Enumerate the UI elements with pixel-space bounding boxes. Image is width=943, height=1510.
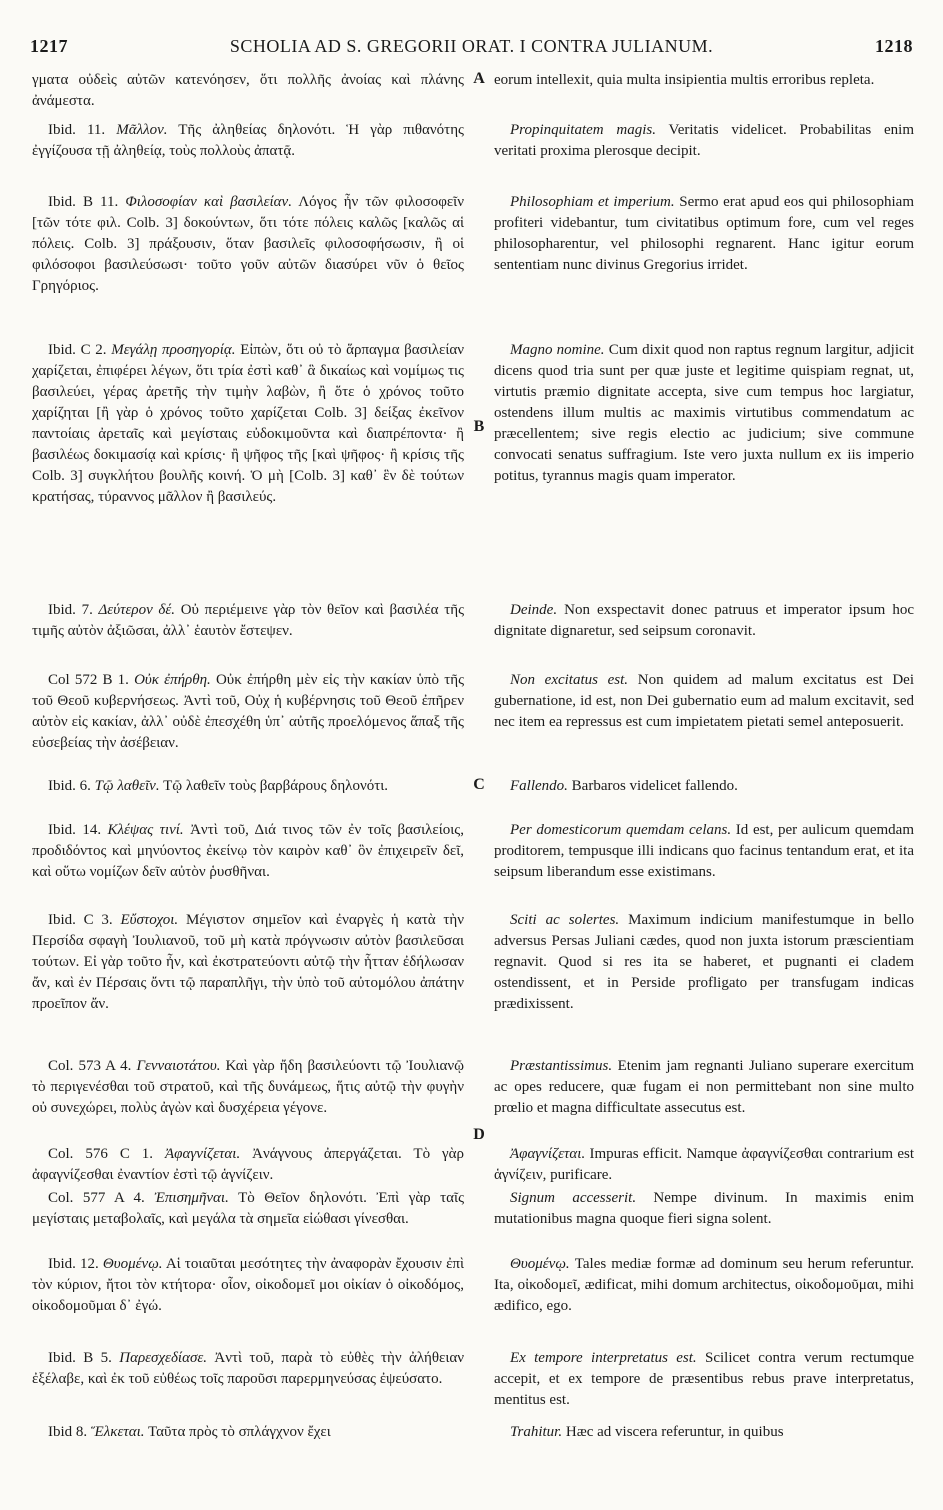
latin-entry: Fallendo. Barbaros videlicet fallendo. (510, 778, 738, 794)
greek-entry: Ibid. 11. Μᾶλλον. Τῆς ἀληθείας δηλονότι. Ἡ γὰρ πιθανότης ἐγγίζουσα τῇ ἀληθείᾳ, τοὺς πολλοὺς ἀπατᾷ. (32, 122, 464, 159)
greek-entry: Ibid. 12. Θυομένῳ. Αἱ τοιαῦται μεσότητες τὴν ἀναφορὰν ἔχουσιν ἐπὶ τὸν κύριον, ἤτοι τὸν κτήτορα· οἷον, οἰκοδομεῖ μοι οἰκίαν ὁ οἰκοδόμος, οἰκοδομοῦμαι δ᾽ ἐγώ. (32, 1256, 464, 1314)
latin-entry: Magno nomine. Cum dixit quod non raptus regnum largitur, adjicit dicens quod tria sunt per quæ juste et legitime quispiam regnat, ut, virtutis præmio dignitate accepta, sive cum tempus hoc largiatur, ostendens illum multis ac maximis virtutibus commendatum ac præcellentem; sive regis electio ac judicium; sive commune convocati senatus suffragium. Iste vero juxta nullum ex iis imperio potitus, tyrannus magis quam imperator. (494, 342, 914, 484)
greek-entry: Col. 576 C 1. Ἀφαγνίζεται. Ἀνάγνους ἀπεργάζεται. Τὸ γὰρ ἀφαγνίζεσθαι ἐναντίον ἐστὶ τῷ ἁγνίζειν. (32, 1146, 464, 1183)
greek-entry: Col. 573 A 4. Γενναιοτάτου. Καὶ γὰρ ἤδη βασιλεύοντι τῷ Ἰουλιανῷ τὸ περιγενέσθαι τοῦ στρατοῦ, καὶ τῆς δυνάμεως, ἥτις αὐτῷ τὴν φυγὴν οὐ συνεχώρει, πολὺς ἀγὼν καὶ δυσχέρεια γέγονε. (32, 1058, 464, 1116)
margin-letter-c: C (473, 776, 485, 793)
greek-entry: Ibid. 14. Κλέψας τινί. Ἀντὶ τοῦ, Διά τινος τῶν ἐν τοῖς βασιλείοις, προδιδόντος καὶ μηνύοντος ἐκείνῳ τὸν καιρὸν καθ᾽ ὃν ἐπιχειρεῖν δεῖ, καὶ οὕτω νομίζων δεῖν αὐτὸν ῥυσθῆναι. (32, 822, 464, 880)
page-number-left: 1217 (30, 36, 68, 56)
margin-letter-b: B (473, 418, 485, 435)
greek-entry: Col 572 B 1. Οὐκ ἐπήρθη. Οὐκ ἐπήρθη μὲν εἰς τὴν κακίαν ὑπὸ τῆς τοῦ Θεοῦ κυβερνήσεως. Ἀντὶ τοῦ, Οὐχ ἡ κυβέρνησις τοῦ Θεοῦ ἐπῆρεν αὐτὸν εἰς κακίαν, ἀλλ᾽ οὐδὲ ἐπεσχέθη ὑπ᾽ αὐτῆς προελόμενος ἅπαξ τῆς εὐσεβείας τὴν ἀσέβειαν. (32, 672, 464, 751)
greek-entry: Ibid. C 3. Εὔστοχοι. Μέγιστον σημεῖον καὶ ἐναργὲς ἡ κατὰ τὴν Περσίδα σφαγὴ Ἰουλιανοῦ, τοῦ μὴ κατὰ πρόγνωσιν αὐτὸν βασιλεῦσαι τούτων. Εἰ γὰρ τοῦτο ἦν, καὶ ἐκστρατεύοντι αὐτῷ τὴν ἧτταν ἐδήλωσαν ἄν, καὶ ἐν Πέρσαις ὄντι τῷ παραπλῆγι, τὴν ὑπὸ τοῦ αὐτομόλου ἀπάτην προεῖπον ἄν. (32, 912, 464, 1012)
latin-entry: Philosophiam et imperium. Sermo erat apud eos qui philosophiam profiteri videbantur, tum civitatibus optimum fore, cum vel reges philosopharentur, vel philosophi regnarent. Hanc igitur eorum sententiam nunc divinus Gregorius irridet. (494, 194, 914, 273)
latin-entry: Sciti ac solertes. Maximum indicium manifestumque in bello adversus Persas Juliani cædes, quod non juxta istorum præscientiam regnavit. Quod si res ita se haberet, et pugnanti ei cladem ostendissent, et in Perside profligato per transfugam indicas prædixissent. (494, 912, 914, 1012)
greek-entry: Ibid. B 5. Παρεσχεδίασε. Ἀντὶ τοῦ, παρὰ τὸ εὐθὲς τὴν ἀλήθειαν ἐξέλαβε, καὶ ἐκ τοῦ εὐθέως τοῖς παροῦσι παρερμηνεύσας ἐψεύσατο. (32, 1350, 464, 1387)
latin-entry: Deinde. Non exspectavit donec patruus et imperator ipsum hoc dignitate dignaretur, sed seipsum coronavit. (494, 602, 914, 639)
latin-entry: Trahitur. Hæc ad viscera referuntur, in quibus (510, 1424, 784, 1440)
latin-entry: Ἀφαγνίζεται. Impuras efficit. Namque ἀφαγνίζεσθαι contrarium est ἁγνίζειν, purificare. (494, 1146, 914, 1183)
greek-entry: Col. 577 A 4. Ἐπισημῆναι. Τὸ Θεῖον δηλονότι. Ἐπὶ γὰρ ταῖς μεγίσταις μεταβολαῖς, καὶ μεγάλα τὰ σημεῖα εἰώθασι γίνεσθαι. (32, 1190, 464, 1227)
latin-entry: Propinquitatem magis. Veritatis videlicet. Probabilitas enim veritati proxima plerosque decipit. (494, 122, 914, 159)
greek-entry: Ibid. 7. Δεύτερον δέ. Οὐ περιέμεινε γὰρ τὸν θεῖον καὶ βασιλέα τῆς τιμῆς αὐτὸν ἀξιῶσαι, ἀλλ᾽ ἑαυτὸν ἔστεψεν. (32, 602, 464, 639)
greek-entry: Ibid. 6. Τῷ λαθεῖν. Τῷ λαθεῖν τοὺς βαρβάρους δηλονότι. (48, 778, 389, 794)
latin-entry: Θυομένῳ. Tales mediæ formæ ad dominum seu herum referuntur. Ita, οἰκοδομεῖ, ædificat, mihi domum architectus, οἰκοδομοῦμαι, mihi ædifico, ego. (494, 1256, 914, 1314)
margin-letter-a: A (473, 70, 485, 87)
margin-letter-d: D (473, 1126, 485, 1143)
latin-entry: eorum intellexit, quia multa insipientia multis erroribus repleta. (494, 72, 875, 88)
page-header (30, 36, 913, 62)
page-number-right: 1218 (875, 36, 913, 56)
latin-column (494, 70, 914, 1510)
greek-entry: Ibid. C 2. Μεγάλῃ προσηγορίᾳ. Εἰπὼν, ὅτι οὐ τὸ ἅρπαγμα βασιλείαν χαρίζεται, ἐπιφέρει λέγων, ὅτι τρία ἐστὶ καθ᾽ ἃ δικαίως καὶ νομίμως τις βασιλεύει, γέρας ἀρετῆς τὴν τιμὴν λαβὼν, ἢ ὅτε ὁ χρόνος τοῦτο χαρίζηται [ἢ γὰρ ὁ χρόνος τοῦτο χαρίζεται Colb. 3] δείξας ἐκεῖνον παντοίαις ἀρεταῖς καὶ μεγίσταις εὐδοκιμοῦντα καὶ διαπρέποντα· ἢ βασιλέως δοκιμασίᾳ καὶ κρίσις· ἢ ψῆφος τῆς [καὶ ψῆφος· ἢ κρίσις τῆς Colb. 3] συγκλήτου βουλῆς κοινή. Ὁ μὴ [Colb. 3] καθ᾽ ἓν δὲ τούτων κρατήσας, τύραννος μᾶλλον ἢ βασιλεύς. (32, 342, 464, 505)
latin-entry: Per domesticorum quemdam celans. Id est, per aulicum quemdam proditorem, tempusque illi indicans quo facinus tentandum erat, et ita seipsum liberandum esse existimans. (494, 822, 914, 880)
latin-entry: Non excitatus est. Non quidem ad malum excitatus est Dei gubernatione, id est, non Dei gubernatio eum ad malum excitavit, sed nec item ea repressus est cum impietatem pietati semel anteposuerit. (494, 672, 914, 730)
greek-column (32, 70, 464, 1510)
greek-entry: γματα οὐδεὶς αὐτῶν κατενόησεν, ὅτι πολλῆς ἀνοίας καὶ πλάνης ἀνάμεστα. (32, 72, 464, 109)
latin-entry: Ex tempore interpretatus est. Scilicet contra verum rectumque accepit, et ex tempore de præsentibus rebus prave interpretatus, mentitus est. (494, 1350, 914, 1408)
running-title: SCHOLIA AD S. GREGORII ORAT. I CONTRA JULIANUM. (229, 36, 714, 56)
greek-entry: Ibid 8. Ἕλκεται. Ταῦτα πρὸς τὸ σπλάγχνον ἔχει (48, 1424, 331, 1440)
latin-entry: Signum accesserit. Nempe divinum. In maximis enim mutationibus magna quoque fieri signa solent. (494, 1190, 914, 1227)
greek-entry: Ibid. B 11. Φιλοσοφίαν καὶ βασιλείαν. Λόγος ἦν τῶν φιλοσοφεῖν [τῶν τότε φιλ. Colb. 3] δοκούντων, ὅτι τότε πόλεις καλῶς [καλῶς αἱ πόλεις. Colb. 3] πράξουσιν, ὅταν βασιλεῖς φιλοσοφήσωσιν, ἢ οἱ φιλόσοφοι βασιλεύσωσι· τοῦτο γοῦν αὐτῶν διασύρει νῦν ὁ θεῖος Γρηγόριος. (32, 194, 464, 294)
latin-entry: Præstantissimus. Etenim jam regnanti Juliano superare exercitum ac opes reducere, quæ fugam ei non permittebant non sine multo prœlio et magna difficultate assecutus est. (494, 1058, 914, 1116)
